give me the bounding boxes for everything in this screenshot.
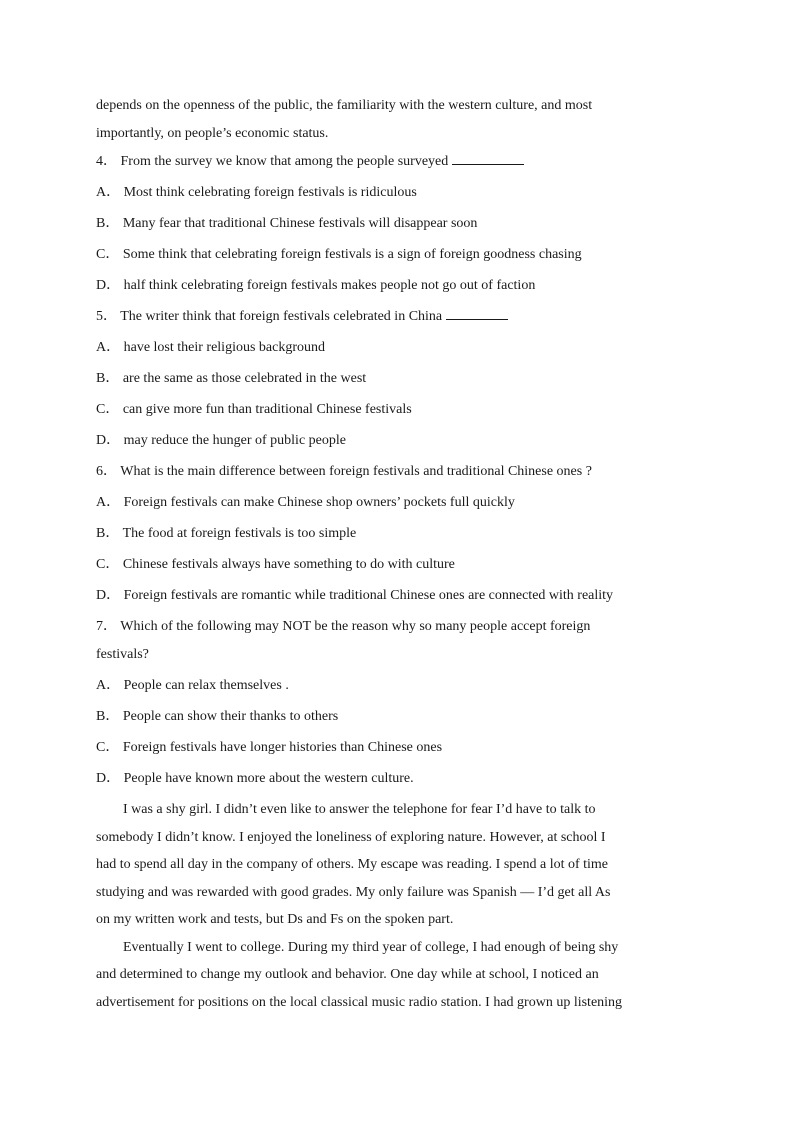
document-page [96, 94, 696, 1018]
passage-line-5: on my written work and tests, but Ds and Fs on the spoken part. [96, 912, 454, 927]
passage-line-4: studying and was rewarded with good grades. My only failure was Spanish — I’d get all As [96, 884, 611, 900]
passage-line-6: Eventually I went to college. During my third year of college, I had enough of being shy [123, 939, 619, 955]
passage-line-8: advertisement for positions on the local classical music radio station. I had grown up listening [96, 994, 623, 1010]
question-5-option-d: D． may reduce the hunger of public people [96, 433, 346, 448]
question-6-option-b: B． The food at foreign festivals is too simple [96, 526, 357, 541]
question-4-stem [96, 150, 696, 181]
answer-blank[interactable] [446, 305, 508, 320]
question-6-option-a: A． Foreign festivals can make Chinese shop owners’ pockets full quickly [96, 495, 515, 510]
question-7-stem: 7． Which of the following may NOT be the reason why so many people accept foreign [96, 619, 591, 634]
question-7-option-c: C． Foreign festivals have longer histories than Chinese ones [96, 740, 443, 755]
passage-line-3: had to spend all day in the company of others. My escape was reading. I spend a lot of time [96, 857, 609, 872]
question-stem-text: 4． From the survey we know that among the people surveyed [96, 154, 449, 169]
passage-line-1: I was a shy girl. I didn’t even like to answer the telephone for fear I’d have to talk to [123, 802, 596, 817]
intro-line-2: importantly, on people’s economic status. [96, 126, 329, 141]
answer-blank[interactable] [452, 150, 524, 165]
question-6-option-c: C． Chinese festivals always have something to do with culture [96, 557, 455, 572]
question-7-option-b: B． People can show their thanks to others [96, 709, 339, 724]
question-4-option-d: D． half think celebrating foreign festivals makes people not go out of faction [96, 278, 536, 293]
question-4-option-a: A． Most think celebrating foreign festivals is ridiculous [96, 185, 417, 200]
intro-line-1: depends on the openness of the public, the familiarity with the western culture, and most [96, 98, 593, 113]
question-4-option-c: C． Some think that celebrating foreign festivals is a sign of foreign goodness chasing [96, 247, 582, 262]
passage-line-7: and determined to change my outlook and behavior. One day while at school, I noticed an [96, 967, 599, 982]
question-5-option-b: B． are the same as those celebrated in the west [96, 371, 367, 386]
question-7-option-a: A． People can relax themselves . [96, 678, 289, 693]
passage-line-2: somebody I didn’t know. I enjoyed the loneliness of exploring nature. However, at school I [96, 829, 606, 845]
question-7-option-d: D． People have known more about the western culture. [96, 771, 414, 786]
question-6-option-d: D． Foreign festivals are romantic while traditional Chinese ones are connected with reality [96, 588, 614, 603]
question-5-stem [96, 305, 696, 336]
question-7-stem-continued: festivals? [96, 647, 149, 662]
question-5-option-a: A． have lost their religious background [96, 340, 326, 355]
question-5-option-c: C． can give more fun than traditional Chinese festivals [96, 402, 412, 417]
question-6-stem: 6． What is the main difference between foreign festivals and traditional Chinese ones ? [96, 464, 592, 479]
question-stem-text: 5． The writer think that foreign festivals celebrated in China [96, 309, 443, 324]
question-4-option-b: B． Many fear that traditional Chinese festivals will disappear soon [96, 216, 478, 231]
